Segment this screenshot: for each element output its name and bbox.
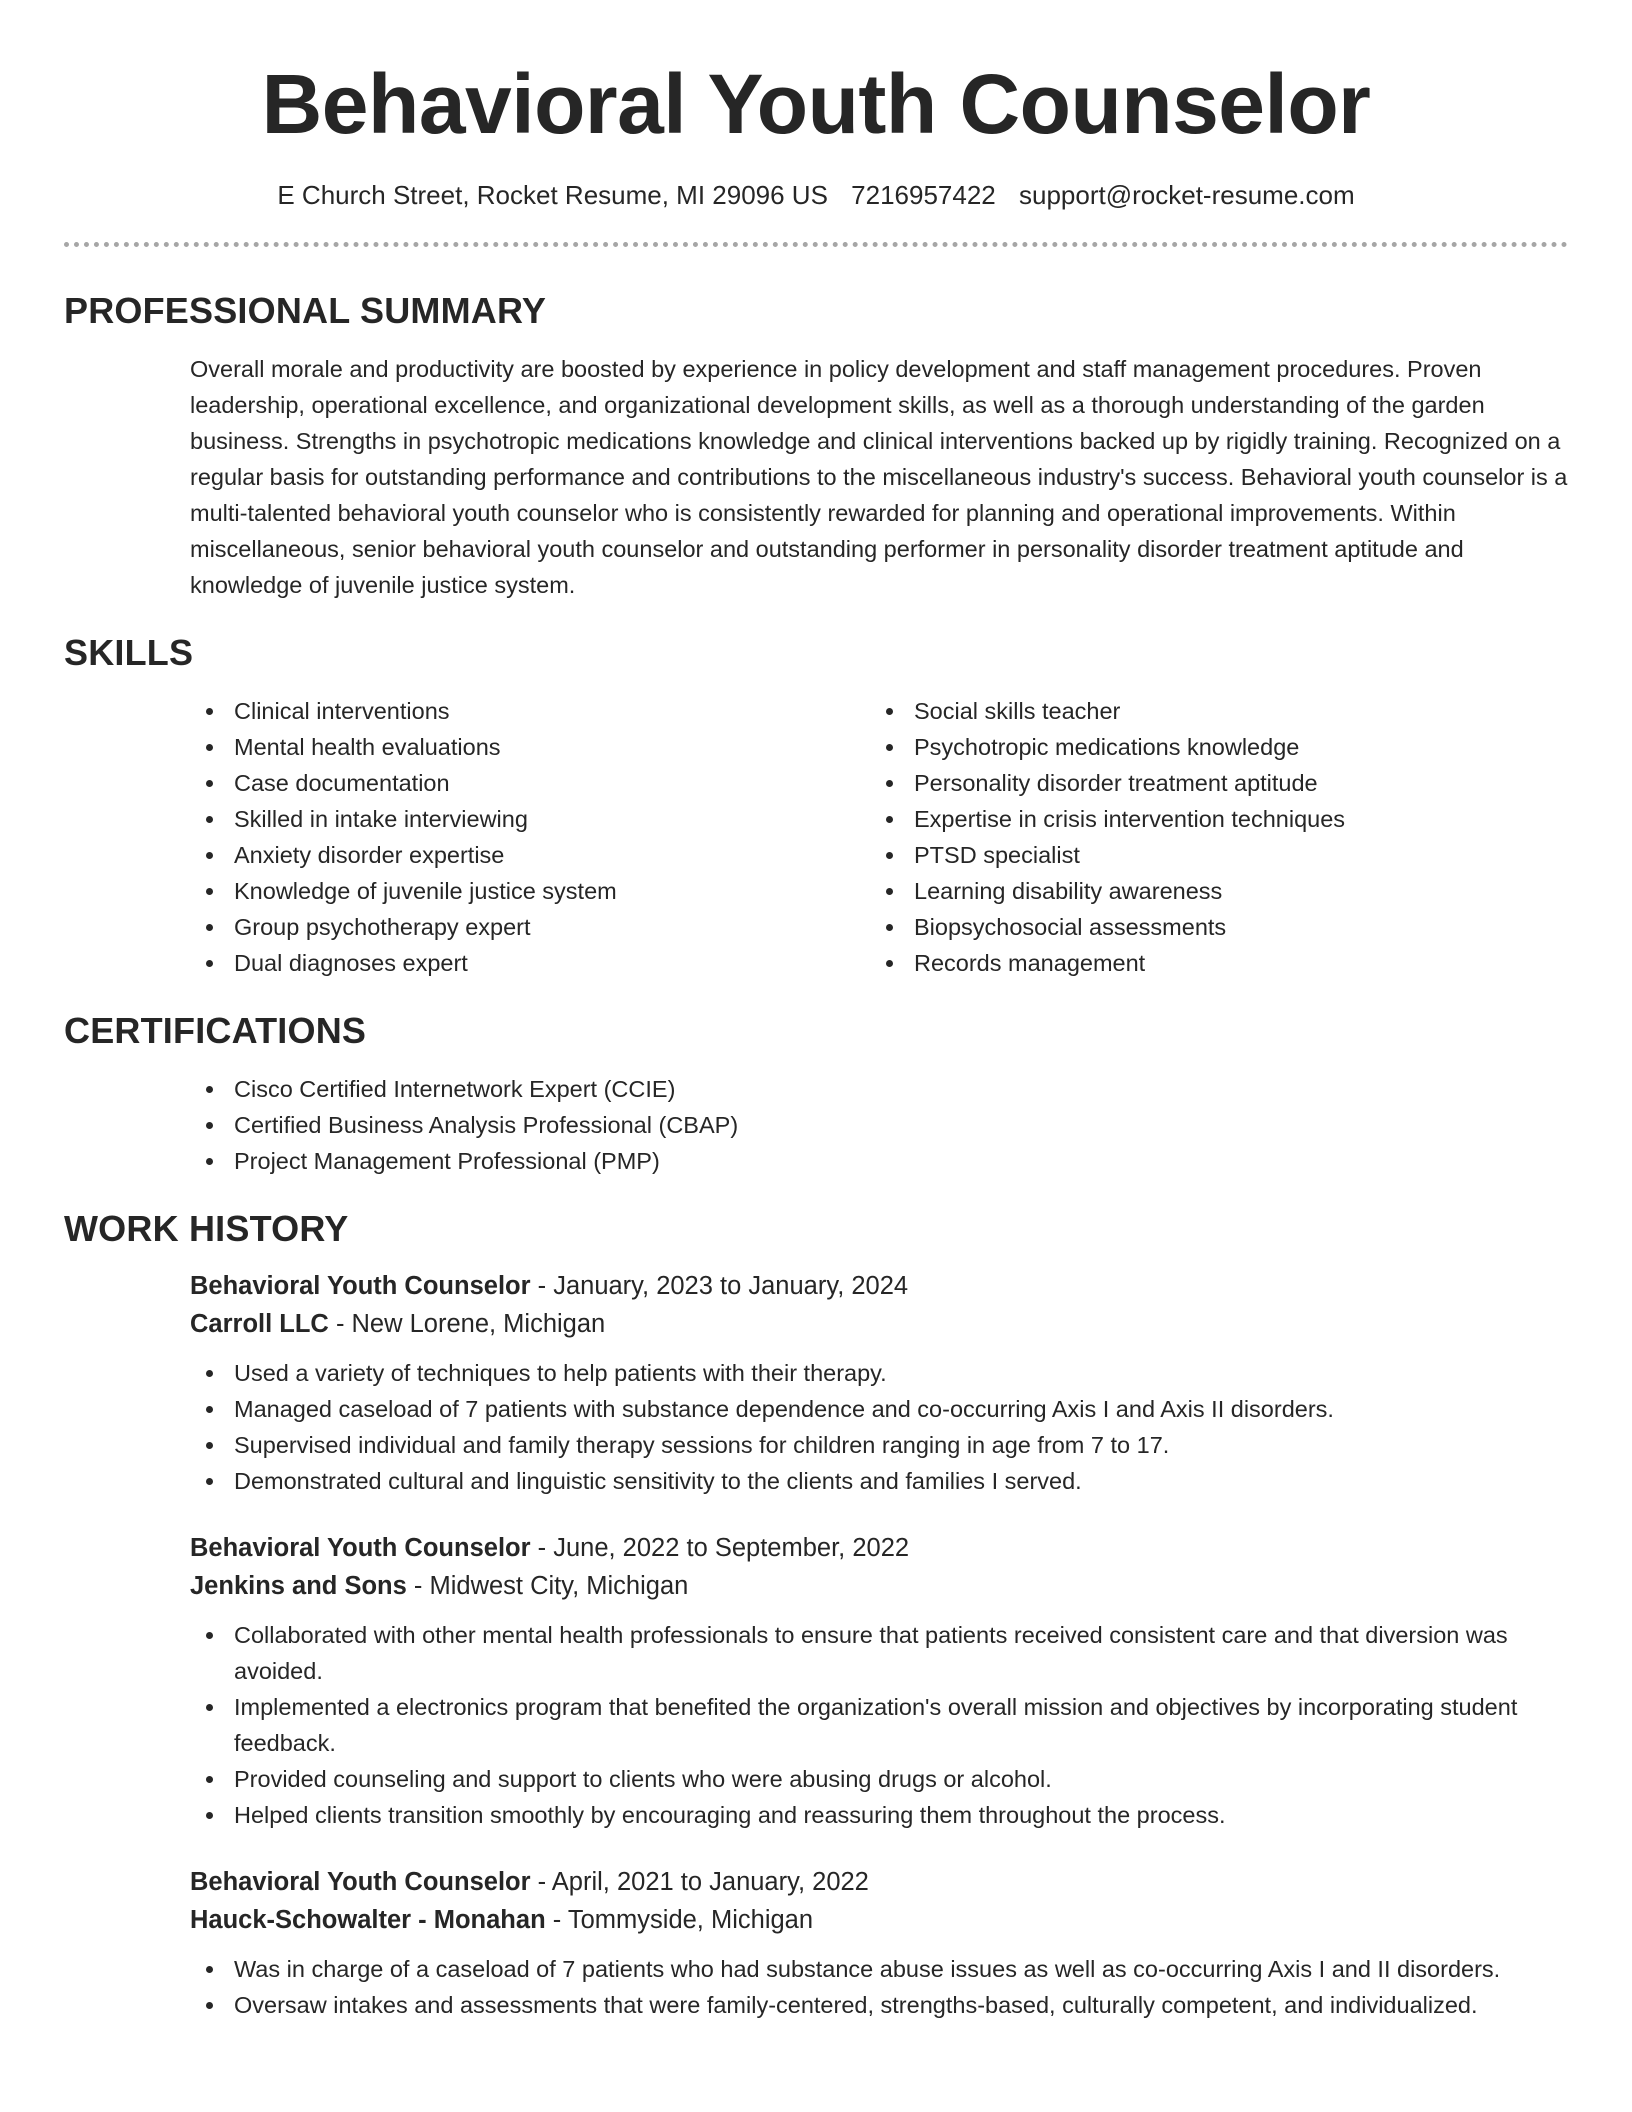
skill-item: Dual diagnoses expert [190,945,870,981]
candidate-name: Behavioral Youth Counselor [261,57,1371,151]
resume-page [64,0,1568,2023]
job-title-line [190,1267,1568,1305]
job-company: Carroll LLC [190,1310,329,1338]
job-bullet: Implemented a electronics program that benefited the organization's overall mission and objectives by incorporating student feedback. [190,1689,1568,1761]
job-company-line [190,1567,1568,1605]
skills-list-right [870,693,1550,981]
skill-item: Skilled in intake interviewing [190,801,870,837]
summary-heading: PROFESSIONAL SUMMARY [64,290,547,331]
work-history-section [64,1207,1568,2023]
contact-email[interactable]: support@rocket-resume.com [1019,180,1355,210]
contact-line [64,178,1568,212]
job-dates: - June, 2022 to September, 2022 [537,1534,910,1562]
job-title-line [190,1863,1568,1901]
job-bullet: Demonstrated cultural and linguistic sensitivity to the clients and families I served. [190,1463,1568,1499]
certification-item: Project Management Professional (PMP) [190,1143,1568,1179]
skill-item: Personality disorder treatment aptitude [870,765,1550,801]
job-title-line [190,1529,1568,1567]
skills-section [64,631,1568,981]
job-bullet: Helped clients transition smoothly by encouraging and reassuring them throughout the process. [190,1797,1568,1833]
skill-item: Records management [870,945,1550,981]
certifications-list [190,1071,1568,1179]
contact-address: E Church Street, Rocket Resume, MI 29096 US [277,180,828,210]
job-bullet: Used a variety of techniques to help patients with their therapy. [190,1355,1568,1391]
job-company: Jenkins and Sons [190,1572,407,1600]
job-bullets [190,1355,1568,1499]
job-bullet: Oversaw intakes and assessments that were family-centered, strengths-based, culturally competent, and individualized. [190,1987,1568,2023]
job-bullet: Supervised individual and family therapy sessions for children ranging in age from 7 to 17. [190,1427,1568,1463]
job-company-line [190,1305,1568,1343]
work-history-heading: WORK HISTORY [64,1208,349,1249]
certification-item: Cisco Certified Internetwork Expert (CCIE) [190,1071,1568,1107]
skill-item: Expertise in crisis intervention techniques [870,801,1550,837]
certifications-heading: CERTIFICATIONS [64,1010,367,1051]
job-company: Hauck-Schowalter - Monahan [190,1906,546,1934]
job-title: Behavioral Youth Counselor [190,1868,531,1896]
skill-item: Knowledge of juvenile justice system [190,873,870,909]
summary-text: Overall morale and productivity are boosted by experience in policy development and staff management procedures. Proven leadership, operational excellence, and organizational development skills, as well as a thorough understanding of the garden business. Strengths in psychotropic medications knowledge and clinical interventions backed up by rigidly training. Recognized on a regular basis for outstanding performance and contributions to the miscellaneous industry's success. Behavioral youth counselor is a multi-talented behavioral youth counselor who is consistently rewarded for planning and operational improvements. Within miscellaneous, senior behavioral youth counselor and outstanding performer in personality disorder treatment aptitude and knowledge of juvenile justice system. [190,356,1568,598]
job-bullet: Managed caseload of 7 patients with substance dependence and co-occurring Axis I and Axis II disorders. [190,1391,1568,1427]
skills-list-left [190,693,870,981]
job-dates: - April, 2021 to January, 2022 [537,1868,869,1896]
job-bullets [190,1617,1568,1833]
job-title: Behavioral Youth Counselor [190,1534,531,1562]
job-entry [64,1529,1568,1833]
job-title: Behavioral Youth Counselor [190,1272,531,1300]
skill-item: PTSD specialist [870,837,1550,873]
skill-item: Psychotropic medications knowledge [870,729,1550,765]
skill-item: Learning disability awareness [870,873,1550,909]
skills-heading: SKILLS [64,632,194,673]
skill-item: Group psychotherapy expert [190,909,870,945]
job-entry [64,1863,1568,2023]
skill-item: Clinical interventions [190,693,870,729]
job-company-line [190,1901,1568,1939]
skill-item: Anxiety disorder expertise [190,837,870,873]
job-bullet: Collaborated with other mental health professionals to ensure that patients received consistent care and that diversion was avoided. [190,1617,1568,1689]
skill-item: Social skills teacher [870,693,1550,729]
certifications-section [64,1009,1568,1179]
skill-item: Biopsychosocial assessments [870,909,1550,945]
job-bullets [190,1951,1568,2023]
contact-phone: 7216957422 [851,180,996,210]
certification-item: Certified Business Analysis Professional (CBAP) [190,1107,1568,1143]
job-location: - New Lorene, Michigan [335,1310,606,1338]
job-location: - Tommyside, Michigan [552,1906,814,1934]
job-bullet: Provided counseling and support to clients who were abusing drugs or alcohol. [190,1761,1568,1797]
skill-item: Mental health evaluations [190,729,870,765]
job-location: - Midwest City, Michigan [413,1572,689,1600]
skill-item: Case documentation [190,765,870,801]
job-entry [64,1267,1568,1499]
header-divider [64,242,1568,247]
job-dates: - January, 2023 to January, 2024 [537,1272,909,1300]
job-bullet: Was in charge of a caseload of 7 patients who had substance abuse issues as well as co-occurring Axis I and II disorders. [190,1951,1568,1987]
summary-section [64,289,1568,603]
